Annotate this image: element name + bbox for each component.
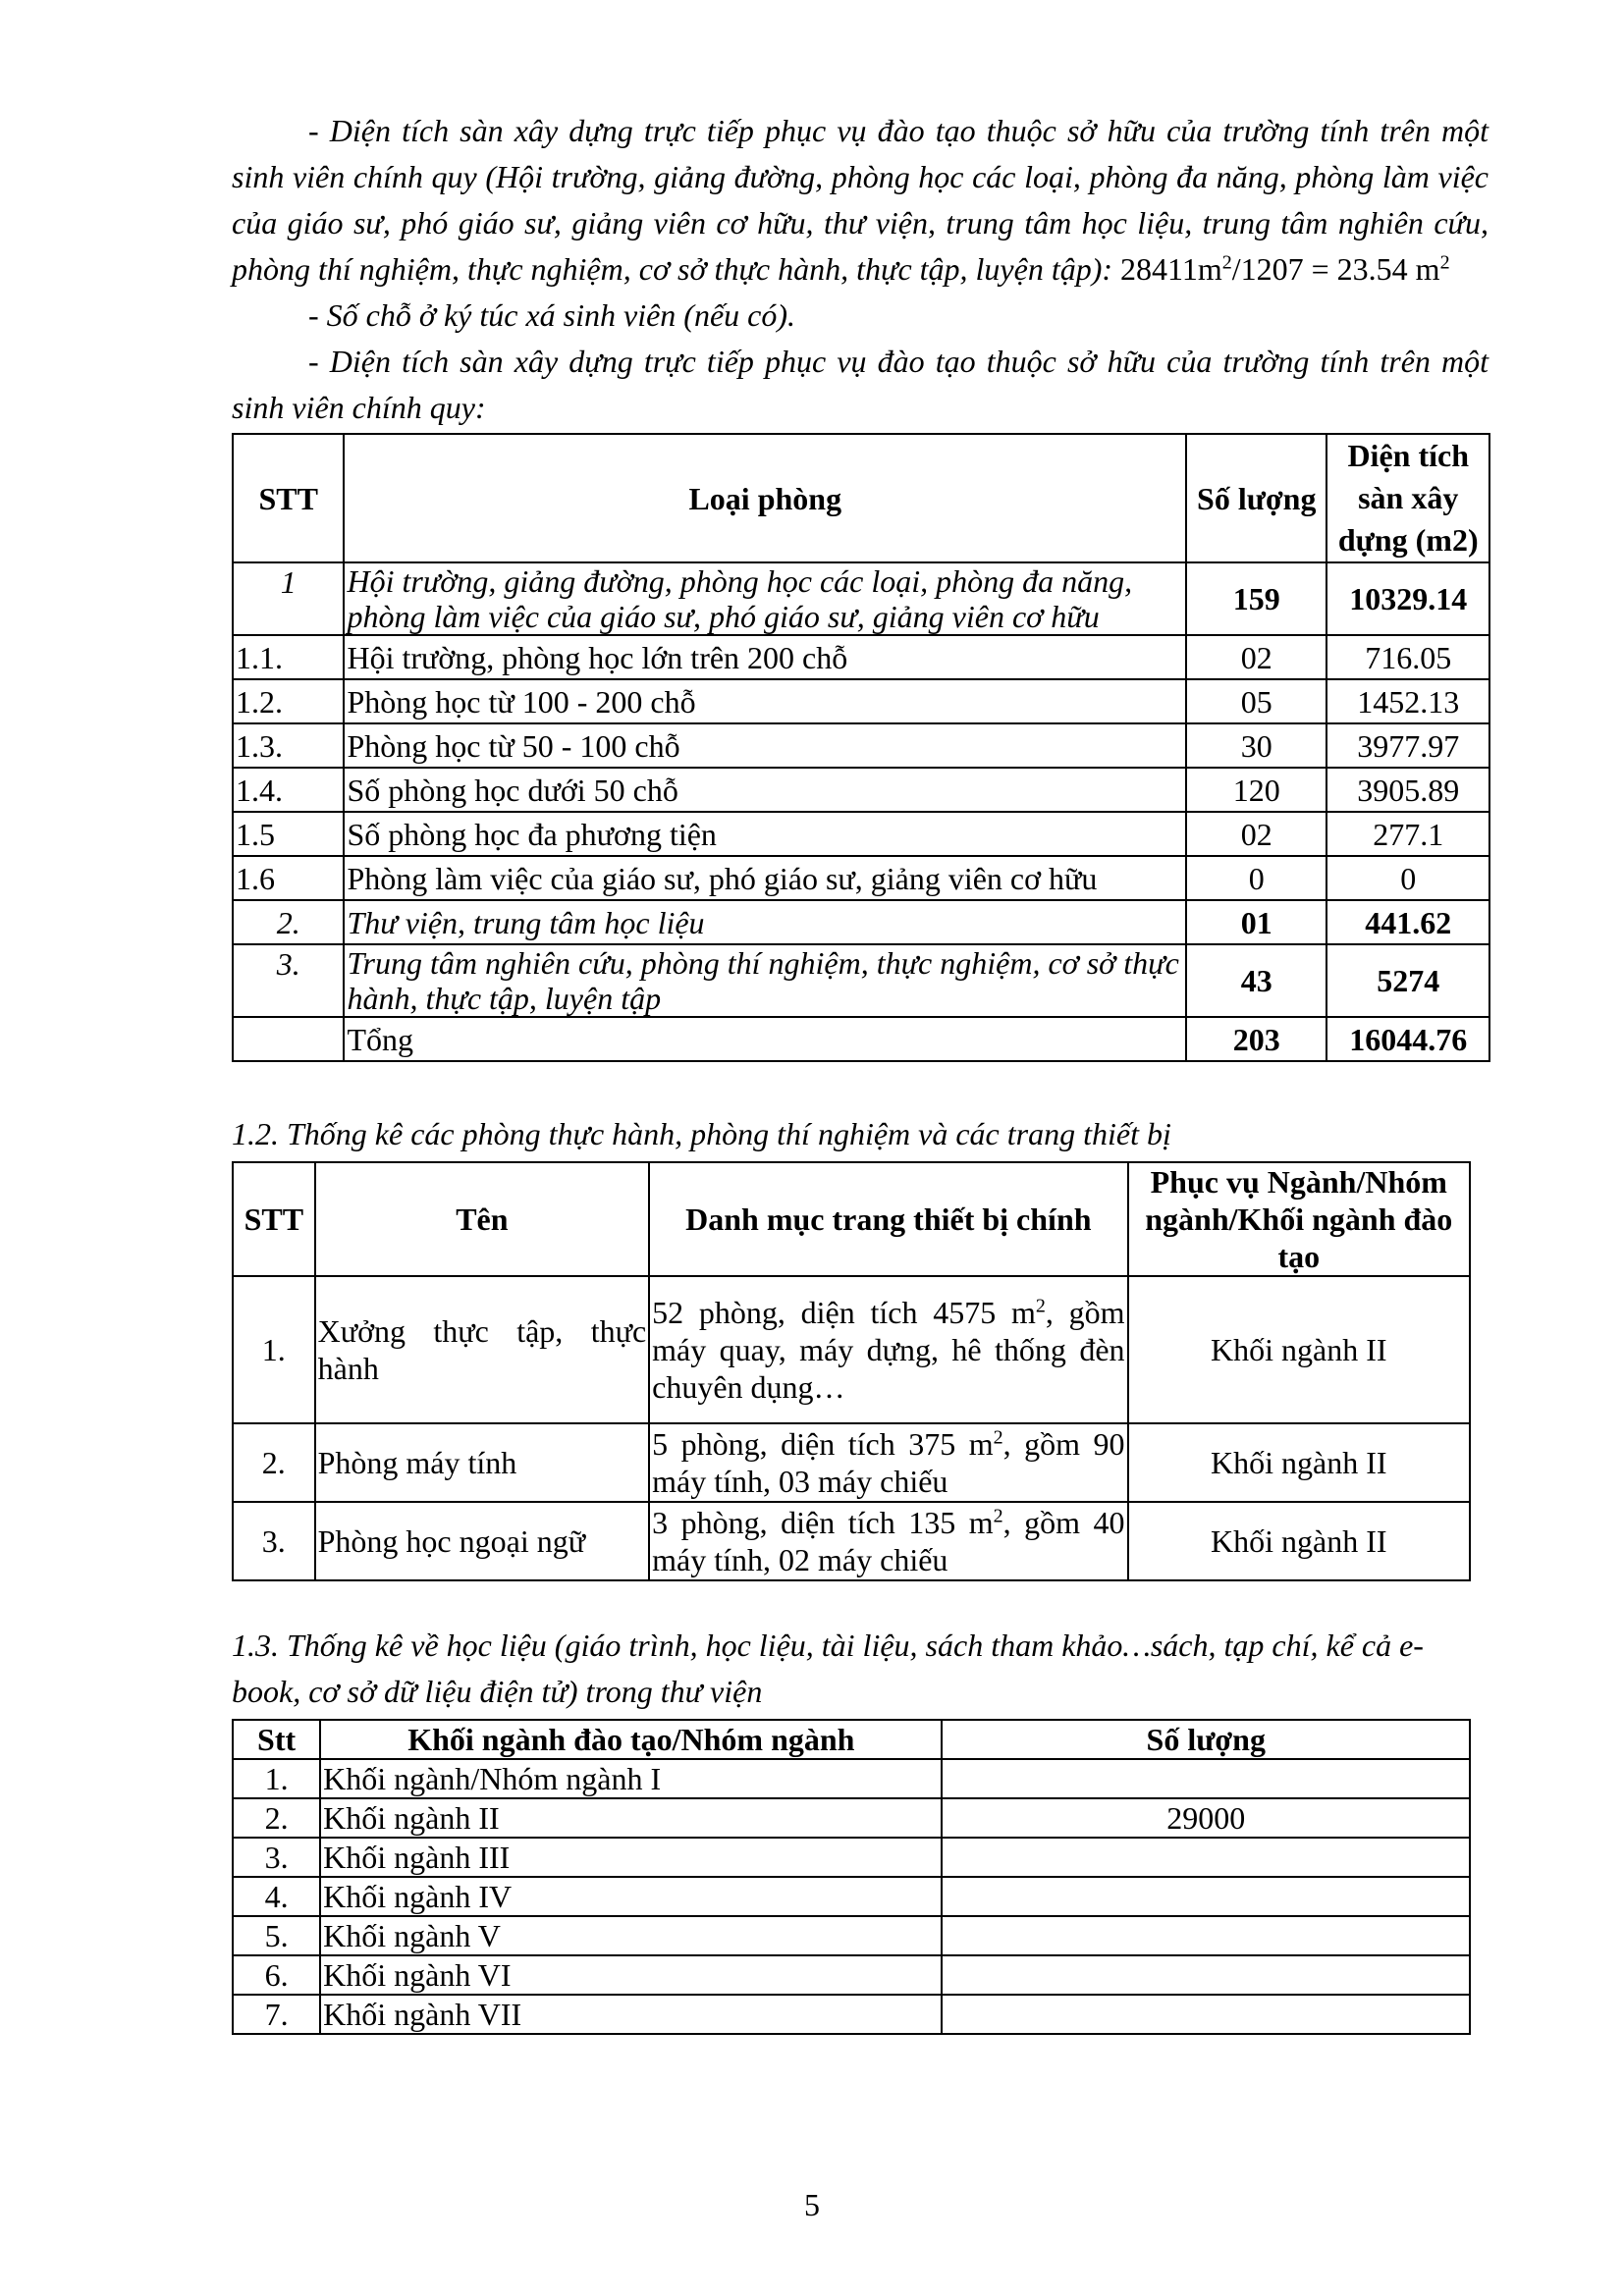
table-row xyxy=(233,635,1489,679)
row-quantity xyxy=(942,1995,1470,2034)
row-stt: 3. xyxy=(233,944,344,1017)
row-quantity: 30 xyxy=(1186,723,1326,768)
row-stt: 1.3. xyxy=(233,723,344,768)
table-row xyxy=(233,1838,1470,1877)
row-stt: 1.6 xyxy=(233,856,344,900)
table-row xyxy=(233,900,1489,944)
row-stt: 4. xyxy=(233,1877,320,1916)
row-quantity: 0 xyxy=(1186,856,1326,900)
row-name: Số phòng học dưới 50 chỗ xyxy=(344,768,1186,812)
header-quantity: Số lượng xyxy=(942,1720,1470,1759)
row-name: Xưởng thực tập, thực hành xyxy=(315,1276,650,1423)
row-area: 1452.13 xyxy=(1326,679,1489,723)
row-name: Khối ngành VII xyxy=(320,1995,942,2034)
row-quantity: 43 xyxy=(1186,944,1326,1017)
table-header-row xyxy=(233,1720,1470,1759)
row-area: 5274 xyxy=(1326,944,1489,1017)
header-stt: STT xyxy=(233,1162,315,1276)
table-header-row xyxy=(233,1162,1470,1276)
row-quantity xyxy=(942,1955,1470,1995)
row-equipment: 5 phòng, diện tích 375 $m^2$, gồm 90 máy tính, 03 máy chiếu xyxy=(649,1423,1127,1502)
table-row xyxy=(233,1995,1470,2034)
row-name: Khối ngành/Nhóm ngành I xyxy=(320,1759,942,1798)
page-number: 5 xyxy=(804,2187,820,2222)
row-name: Phòng máy tính xyxy=(315,1423,650,1502)
table-row xyxy=(233,1423,1470,1502)
table-row xyxy=(233,1955,1470,1995)
section-1-2-caption: 1.2. Thống kê các phòng thực hành, phòng thí nghiệm và các trang thiết bị xyxy=(232,1116,1171,1151)
row-quantity xyxy=(942,1916,1470,1955)
header-stt: Stt xyxy=(233,1720,320,1759)
row-stt: 1. xyxy=(233,1276,315,1423)
row-name: Hội trường, phòng học lớn trên 200 chỗ xyxy=(344,635,1186,679)
row-name: Phòng làm việc của giáo sư, phó giáo sư, giảng viên cơ hữu xyxy=(344,856,1186,900)
table-row xyxy=(233,1759,1470,1798)
labs-equipment-table xyxy=(232,1161,1471,1581)
row-name: Hội trường, giảng đường, phòng học các loại, phòng đa năng, phòng làm việc của giáo sư, phó giáo sư, giảng viên cơ hữu xyxy=(344,562,1186,635)
row-quantity: 02 xyxy=(1186,812,1326,856)
row-quantity xyxy=(942,1838,1470,1877)
row-name: Số phòng học đa phương tiện xyxy=(344,812,1186,856)
table-row xyxy=(233,768,1489,812)
header-stt: STT xyxy=(233,434,344,562)
row-stt: 3. xyxy=(233,1502,315,1580)
row-stt: 1 xyxy=(233,562,344,635)
table-row xyxy=(233,944,1489,1017)
row-serve: Khối ngành II xyxy=(1128,1502,1470,1580)
row-stt: 2. xyxy=(233,1423,315,1502)
table-row xyxy=(233,1877,1470,1916)
row-stt: 1.1. xyxy=(233,635,344,679)
row-stt: 5. xyxy=(233,1916,320,1955)
table-row xyxy=(233,1276,1470,1423)
row-name: Trung tâm nghiên cứu, phòng thí nghiệm, thực nghiệm, cơ sở thực hành, thực tập, luyện tập xyxy=(344,944,1186,1017)
row-quantity: 120 xyxy=(1186,768,1326,812)
floor-area-table xyxy=(232,433,1490,1062)
row-area: 3905.89 xyxy=(1326,768,1489,812)
table-row xyxy=(233,1502,1470,1580)
row-name: Thư viện, trung tâm học liệu xyxy=(344,900,1186,944)
row-name: Khối ngành VI xyxy=(320,1955,942,1995)
row-name: Khối ngành V xyxy=(320,1916,942,1955)
table-row xyxy=(233,856,1489,900)
row-area: 16044.76 xyxy=(1326,1017,1489,1061)
table-total-row xyxy=(233,1017,1489,1061)
row-quantity xyxy=(942,1759,1470,1798)
row-name: Phòng học từ 50 - 100 chỗ xyxy=(344,723,1186,768)
row-stt: 1.4. xyxy=(233,768,344,812)
table-row xyxy=(233,723,1489,768)
row-name: Khối ngành IV xyxy=(320,1877,942,1916)
row-stt: 6. xyxy=(233,1955,320,1995)
row-area: 277.1 xyxy=(1326,812,1489,856)
row-stt: 1.5 xyxy=(233,812,344,856)
row-stt: 2. xyxy=(233,900,344,944)
row-quantity: 203 xyxy=(1186,1017,1326,1061)
table-row xyxy=(233,1798,1470,1838)
row-area: 3977.97 xyxy=(1326,723,1489,768)
header-room-type: Loại phòng xyxy=(344,434,1186,562)
row-stt: 2. xyxy=(233,1798,320,1838)
table-header-row xyxy=(233,434,1489,562)
header-equipment: Danh mục trang thiết bị chính xyxy=(649,1162,1127,1276)
table-row xyxy=(233,679,1489,723)
row-quantity xyxy=(942,1877,1470,1916)
row-serve: Khối ngành II xyxy=(1128,1276,1470,1423)
intro-paragraph-1: - Diện tích sàn xây dựng trực tiếp phục vụ đào tạo thuộc sở hữu của trường tính trên một sinh viên chính quy (Hội trường, giảng đường, phòng học các loại, phòng đa năng, phòng làm việc của giáo sư, phó giáo sư, giảng viên cơ hữu, thư viện, trung tâm học liệu, trung tâm nghiên cứu, phòng thí nghiệm, thực nghiệm, cơ sở thực hành, thực tập, luyện tập): $28411m^2/1207 = 23.54$ $m^2$ xyxy=(232,113,1489,287)
row-equipment: 3 phòng, diện tích 135 $m^2$, gồm 40 máy tính, 02 máy chiếu xyxy=(649,1502,1127,1580)
row-stt: 3. xyxy=(233,1838,320,1877)
row-name: Phòng học ngoại ngữ xyxy=(315,1502,650,1580)
row-serve: Khối ngành II xyxy=(1128,1423,1470,1502)
document-page xyxy=(232,108,1489,2035)
row-quantity: 01 xyxy=(1186,900,1326,944)
row-stt xyxy=(233,1017,344,1061)
row-name: Tổng xyxy=(344,1017,1186,1061)
learning-materials-table xyxy=(232,1719,1471,2035)
row-name: Phòng học từ 100 - 200 chỗ xyxy=(344,679,1186,723)
row-quantity: 29000 xyxy=(942,1798,1470,1838)
row-area: 10329.14 xyxy=(1326,562,1489,635)
row-stt: 1. xyxy=(233,1759,320,1798)
row-equipment: 52 phòng, diện tích 4575 $m^2$, gồm máy quay, máy dựng, hê thống đèn chuyên dụng… xyxy=(649,1276,1127,1423)
table-row xyxy=(233,562,1489,635)
row-area: 441.62 xyxy=(1326,900,1489,944)
table-row xyxy=(233,812,1489,856)
section-1-3-caption: 1.3. Thống kê về học liệu (giáo trình, học liệu, tài liệu, sách tham khảo…sách, tạp chí, kể cả e-book, cơ sở dữ liệu điện tử) trong thư viện xyxy=(232,1628,1424,1709)
row-stt: 1.2. xyxy=(233,679,344,723)
row-stt: 7. xyxy=(233,1995,320,2034)
header-quantity: Số lượng xyxy=(1186,434,1326,562)
row-quantity: 05 xyxy=(1186,679,1326,723)
row-area: 0 xyxy=(1326,856,1489,900)
intro-paragraph-2: - Số chỗ ở ký túc xá sinh viên (nếu có). xyxy=(308,297,795,333)
intro-paragraph-3: - Diện tích sàn xây dựng trực tiếp phục vụ đào tạo thuộc sở hữu của trường tính trên một sinh viên chính quy: xyxy=(232,344,1489,425)
row-name: Khối ngành III xyxy=(320,1838,942,1877)
header-floor-area: Diện tích sàn xây dựng (m2) xyxy=(1326,434,1489,562)
table-row xyxy=(233,1916,1470,1955)
row-quantity: 159 xyxy=(1186,562,1326,635)
header-field-group: Khối ngành đào tạo/Nhóm ngành xyxy=(320,1720,942,1759)
row-area: 716.05 xyxy=(1326,635,1489,679)
header-serve: Phục vụ Ngành/Nhóm ngành/Khối ngành đào tạo xyxy=(1128,1162,1470,1276)
row-name: Khối ngành II xyxy=(320,1798,942,1838)
header-name: Tên xyxy=(315,1162,650,1276)
row-quantity: 02 xyxy=(1186,635,1326,679)
